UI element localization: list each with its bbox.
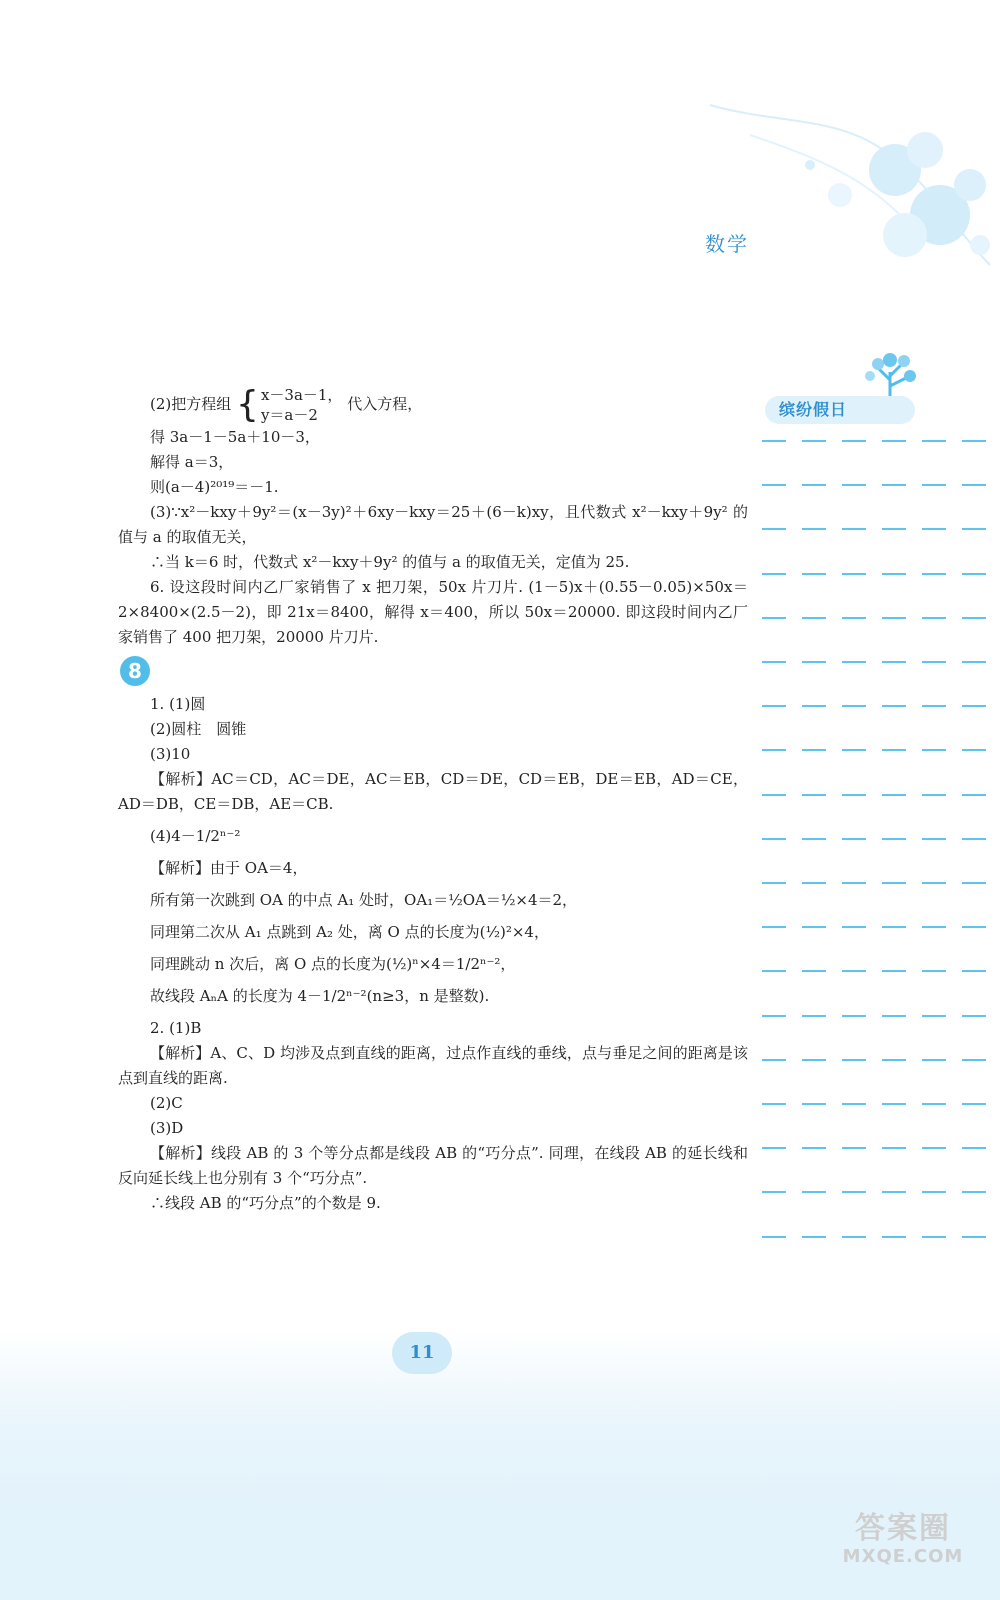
q6-answer: 6. 设这段时间内乙厂家销售了 x 把刀架，50x 片刀片. (1－5)x＋(0.55－0.05)×50x＝2×8400×(2.5－2)，即 21x＝8400，解得 x＝400，所以 50x＝20000. 即这段时间内乙厂家销售了 400 把刀架，20000 片刀片. bbox=[118, 578, 748, 646]
sidebar-note-line bbox=[762, 528, 997, 530]
sidebar-note-line bbox=[762, 1236, 997, 1238]
q5-part3-conclusion: ∴当 k＝6 时，代数式 x²－kxy＋9y² 的值与 a 的取值无关，定值为 25. bbox=[150, 553, 630, 571]
sidebar-note-line bbox=[762, 882, 997, 884]
brace-icon: { bbox=[236, 384, 259, 425]
s8-q1-4-analysis-4: 同理跳动 n 次后，离 O 点的长度为(½)ⁿ×4＝1/2ⁿ⁻²， bbox=[150, 955, 516, 973]
page-number: 11 bbox=[392, 1332, 452, 1374]
s8-q1-4-analysis-1: 【解析】由于 OA＝4， bbox=[150, 859, 308, 877]
sidebar-note-line bbox=[762, 705, 997, 707]
q5-part2-line bbox=[118, 385, 748, 425]
q5-part2-tail: 代入方程， bbox=[347, 395, 423, 413]
system-line-1: x－3a－1， bbox=[260, 386, 343, 404]
sidebar-note-line bbox=[762, 1059, 997, 1061]
s8-q1-line-3: (3)10 bbox=[150, 745, 191, 763]
q5-line-1: 得 3a－1－5a＋10－3， bbox=[150, 428, 320, 446]
sidebar-note-line bbox=[762, 661, 997, 663]
s8-q2-3-analysis: 【解析】线段 AB 的 3 个等分点都是线段 AB 的“巧分点”. 同理，在线段 AB 的延长线和反向延长线上也分别有 3 个“巧分点”. bbox=[118, 1144, 748, 1187]
s8-q1-3-analysis: 【解析】AC＝CD，AC＝DE，AC＝EB，CD＝DE，CD＝EB，DE＝EB，AD＝CE，AD＝DB，CE＝DB，AE＝CB. bbox=[118, 770, 748, 813]
s8-q2-3: (3)D bbox=[150, 1119, 184, 1137]
sidebar-note-line bbox=[762, 926, 997, 928]
answer-content bbox=[118, 385, 748, 1216]
s8-q1-4-analysis-5: 故线段 AₙA 的长度为 4－1/2ⁿ⁻²(n≥3，n 是整数). bbox=[150, 987, 490, 1005]
s8-q2-3-conclusion: ∴线段 AB 的“巧分点”的个数是 9. bbox=[150, 1194, 381, 1212]
equation-system bbox=[236, 385, 342, 425]
s8-q1-4-analysis-2: 所有第一次跳到 OA 的中点 A₁ 处时，OA₁＝½OA＝½×4＝2， bbox=[150, 891, 578, 909]
watermark-logo: 答案圈 bbox=[855, 1511, 951, 1546]
q5-part2-intro: (2)把方程组 bbox=[150, 395, 232, 413]
watermark-url: MXQE.COM bbox=[842, 1546, 964, 1567]
s8-q1-line-1: 1. (1)圆 bbox=[150, 695, 206, 713]
sidebar-note-line bbox=[762, 484, 997, 486]
sidebar-note-line bbox=[762, 1015, 997, 1017]
sidebar-note-line bbox=[762, 440, 997, 442]
q5-line-2: 解得 a＝3， bbox=[150, 453, 234, 471]
section-badge: 8 bbox=[120, 656, 150, 686]
s8-q2-1: 2. (1)B bbox=[150, 1019, 202, 1037]
sidebar-note-line bbox=[762, 1103, 997, 1105]
q5-part3: (3)∵x²－kxy＋9y²＝(x－3y)²＋6xy－kxy＝25＋(6－k)xy，且代数式 x²－kxy＋9y² 的值与 a 的取值无关， bbox=[118, 503, 748, 546]
s8-q2-2: (2)C bbox=[150, 1094, 183, 1112]
s8-q1-line-2: (2)圆柱 圆锥 bbox=[150, 720, 247, 738]
subject-label: 数学 bbox=[705, 232, 749, 256]
system-line-2: y＝a－2 bbox=[260, 406, 318, 424]
sidebar-note-line bbox=[762, 749, 997, 751]
sidebar-note-line bbox=[762, 794, 997, 796]
sidebar-note-line bbox=[762, 1191, 997, 1193]
sidebar-note-line bbox=[762, 617, 997, 619]
sidebar-title: 缤纷假日 bbox=[765, 396, 915, 424]
sidebar-note-line bbox=[762, 1147, 997, 1149]
sidebar-note-line bbox=[762, 838, 997, 840]
watermark bbox=[818, 1512, 988, 1568]
sidebar-note-line bbox=[762, 573, 997, 575]
tree-icon bbox=[860, 352, 920, 400]
q5-line-3: 则(a－4)²⁰¹⁹＝－1. bbox=[150, 478, 279, 496]
sidebar-note-line bbox=[762, 970, 997, 972]
s8-q1-4-answer: (4)4－1/2ⁿ⁻² bbox=[150, 827, 241, 845]
s8-q1-4-analysis-3: 同理第二次从 A₁ 点跳到 A₂ 处，离 O 点的长度为(½)²×4， bbox=[150, 923, 549, 941]
s8-q2-1-analysis: 【解析】A、C、D 均涉及点到直线的距离，过点作直线的垂线，点与垂足之间的距离是该点到直线的距离. bbox=[118, 1044, 748, 1087]
floral-decoration-icon bbox=[690, 95, 1000, 305]
